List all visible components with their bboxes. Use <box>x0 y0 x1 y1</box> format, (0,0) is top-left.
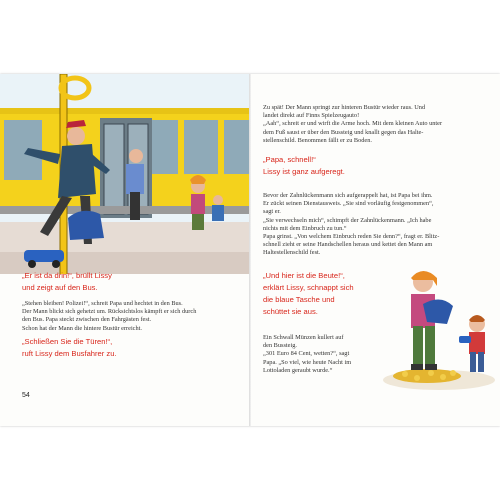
text-line: Papa. „So viel, wie heute Nacht im <box>263 358 352 366</box>
text-line: „Stehen bleiben! Polizei!“, schreit Papa und hechtet in den Bus. <box>22 300 183 307</box>
speech-line: und zeigt auf den Bus. <box>22 283 98 292</box>
text-line: Haltestellenschild fest. <box>263 249 321 257</box>
speech-line: die blaue Tasche und <box>263 295 335 304</box>
text-line: dem Fuß saust er über den Bussteig und knallt gegen das Halte- <box>263 128 424 136</box>
text-line: Zu spät! Der Mann springt zur hinteren Bustür wieder raus. Und <box>263 104 426 111</box>
text-line: „Sie verwechseln mich“, schimpft der Zahnlückenmann. „Ich habe <box>263 216 432 224</box>
speech-und-hier-ist-die-beute <box>263 270 354 318</box>
text-line: Schon hat der Mann die hintere Bustür erreicht. <box>22 324 142 332</box>
text-line: landet direkt auf Finns Spielzeugauto! <box>263 112 360 120</box>
text-line: „Aah“, schreit er und wirft die Arme hoch. Mit dem kleinen Auto unter <box>263 120 443 128</box>
speech-line: „Und hier ist die Beute!“, <box>263 271 345 280</box>
text-line: Ein Schwall Münzen kullert auf <box>263 334 344 341</box>
speech-line: „Schließen Sie die Türen!“, <box>22 337 113 346</box>
paragraph-muenzen <box>263 334 351 375</box>
left-page <box>0 74 249 426</box>
text-line: schnell zieht er seine Handschellen heraus und kettet den Mann am <box>263 241 433 249</box>
speech-line: erklärt Lissy, schnappt sich <box>263 283 354 292</box>
speech-er-ist-da-drin <box>22 270 112 294</box>
text-line: Der Mann blickt sich gehetzt um. Rücksichtslos kämpft er sich durch <box>22 308 197 316</box>
speech-papa-schnell <box>263 154 345 178</box>
text-line: den Bus. Papa steckt zwischen den Fahrgästen fest. <box>22 316 152 324</box>
text-line: Er zückt seinen Dienstausweis. „Sie sind vorläufig festgenommen“, <box>263 200 434 208</box>
paragraph-zu-spaet <box>263 104 442 145</box>
text-line: Lottoladen geraubt wurde.“ <box>263 366 333 374</box>
speech-schliessen-sie-die-tueren <box>22 336 117 360</box>
paragraph-festnahme <box>263 192 439 258</box>
coins-illustration <box>383 264 495 392</box>
text-line: den Bussteig. <box>263 342 297 350</box>
text-line: sagt er. <box>263 208 281 216</box>
narration-paragraph <box>22 300 196 333</box>
page-number: 54 <box>22 392 30 399</box>
text-line: Bevor der Zahnlückenmann sich aufgerappelt hat, ist Papa bei ihm. <box>263 192 433 199</box>
bus-chase-illustration <box>0 74 249 274</box>
speech-line: ruft Lissy dem Busfahrer zu. <box>22 349 117 358</box>
text-line: „301 Euro 84 Cent, wetten?“, sagt <box>263 350 350 358</box>
text-line: Papa grinst. „Von welchem Einbruch reden Sie denn?“, fragt er. Blitz- <box>263 233 440 241</box>
text-line: stellenschild. Benommen fällt er zu Boden. <box>263 136 372 144</box>
speech-line: schüttet sie aus. <box>263 307 318 316</box>
book-spread <box>0 74 500 426</box>
speech-line: Lissy ist ganz aufgeregt. <box>263 167 345 176</box>
speech-line: „Er ist da drin!“, brüllt Lissy <box>22 271 112 280</box>
speech-line: „Papa, schnell!“ <box>263 155 316 164</box>
right-page <box>251 74 500 426</box>
text-line: nichts mit dem Einbruch zu tun.“ <box>263 224 347 232</box>
